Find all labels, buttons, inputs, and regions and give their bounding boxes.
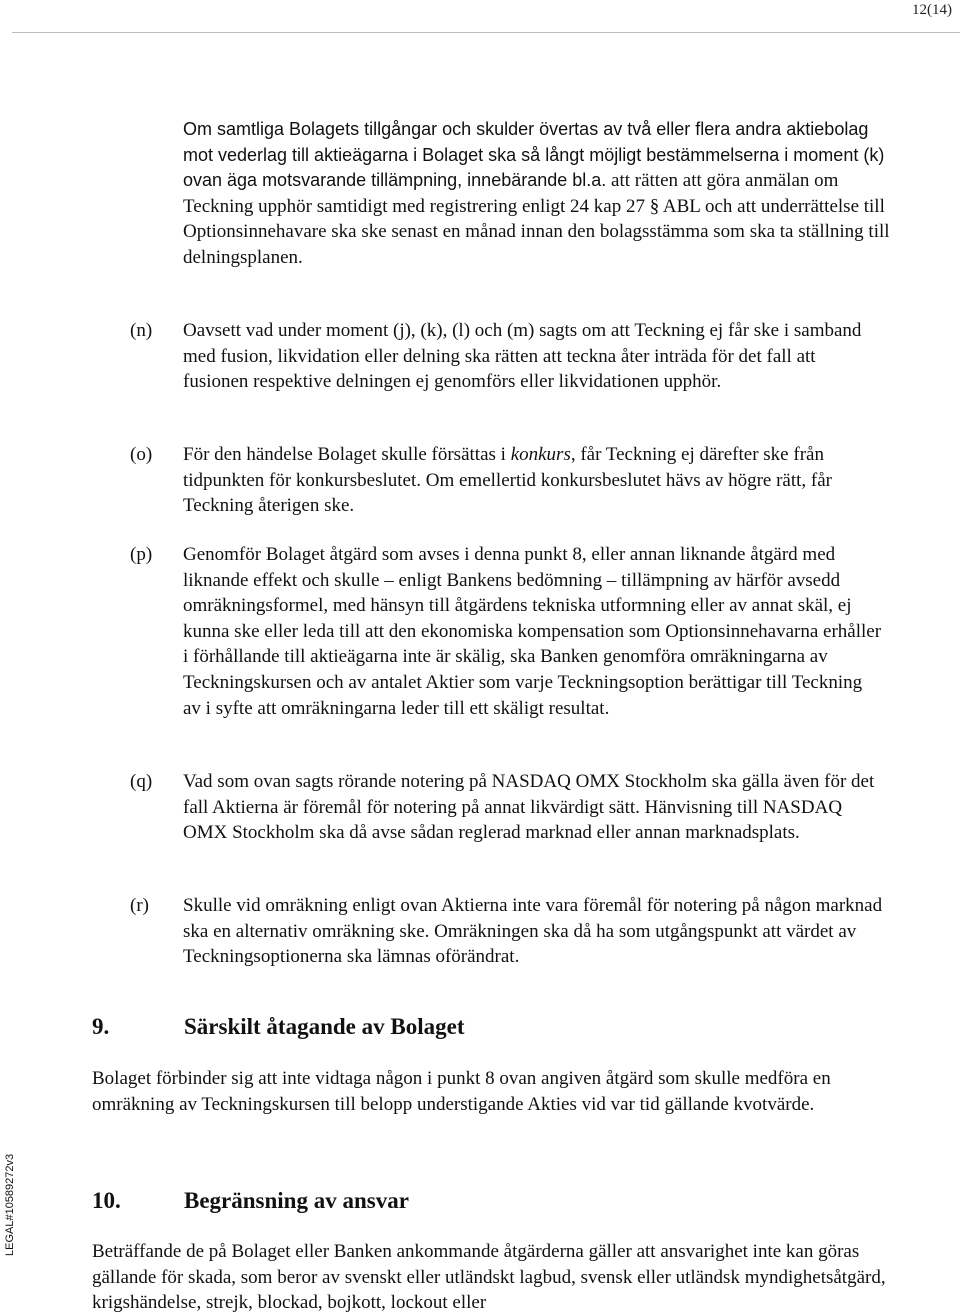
intro-paragraph-serif-part: att rätten att göra anmälan om Teckning upphör samtidigt med registrering enligt 24 kap 27 § ABL och att underrättelse till Optionsinnehavare ska ske senast en månad innan den bolagsstämma som ska ta ställning till delningsplanen. [183,170,890,268]
intro-paragraph-sans-part: Om samtliga Bolagets tillgångar och skulder övertas av två eller flera andra aktiebolag mot vederlag till aktieägarna i Bolaget ska så långt möjligt bestämmelserna i moment (k) ovan äga motsvarande tillämpning, innebärande bl.a. [183,119,885,191]
section-title: Särskilt åtagande av Bolaget [184,1014,465,1039]
list-marker: (p) [130,544,153,565]
list-marker: (q) [130,771,153,792]
section-heading-10 [92,1188,409,1214]
header-rule [12,32,960,33]
list-item-text: Vad som ovan sagts rörande notering på NASDAQ OMX Stockholm ska gälla även för det fall Aktierna är föremål för notering på annat likvärdigt sätt. Hänvisning till NASDAQ OMX Stockholm ska då avse sådan reglerad marknad eller annan marknadsplats. [183,771,875,844]
intro-paragraph [183,117,893,271]
list-item-text-after: , får Teckning ej därefter ske från tidpunkten för konkursbeslutet. Om emellertid konkursbeslutet hävs av högre rätt, får Teckning återigen ske. [183,444,833,517]
list-item-text: Genomför Bolaget åtgärd som avses i denna punkt 8, eller annan liknande åtgärd med liknande effekt och skulle – enligt Bankens bedömning – tillämpning av härför avsedd omräkningsformel, med hänsyn till åtgärdens tekniska utformning eller av annat skäl, ej kunna ske eller leda till att den ekonomiska kompensation som Optionsinnehavarna erhåller i förhållande till aktieägarna inte är skälig, ska Banken genomföra omräkningarna av Teckningskursen och av antalet Aktier som varje Teckningsoption berättigar till Teckning av i syfte att omräkningarna leder till ett skäligt resultat. [183,544,882,719]
list-item-text: Skulle vid omräkning enligt ovan Aktierna inte vara föremål för notering på någon marknad ska en alternativ omräkning ske. Omräkningen ska då ha som utgångspunkt att värdet av Teckningsoptionerna ska lämnas oförändrat. [183,895,883,968]
list-item-text [183,442,883,519]
section-paragraph-10: Beträffande de på Bolaget eller Banken ankommande åtgärderna gäller att ansvarighet inte kan göras gällande för skada, som beror av svenskt eller utländskt lagbud, svensk eller utländsk myndighetsåtgärd, krigshändelse, strejk, blockad, bojkott, lockout eller [92,1241,886,1314]
section-title: Begränsning av ansvar [184,1188,409,1213]
document-id-stamp: LEGAL#10589272v3 [4,1153,16,1256]
section-number: 10. [92,1188,121,1213]
section-number: 9. [92,1014,110,1039]
list-marker: (n) [130,320,153,341]
list-item-text-before: För den händelse Bolaget skulle försättas i [183,444,511,465]
page-number: 12(14) [912,2,952,18]
list-item-text: Oavsett vad under moment (j), (k), (l) och (m) sagts om att Teckning ej får ske i samband med fusion, likvidation eller delning ska rätten att teckna åter inträda för det fall att fusionen respektive delningen ej genomförs eller likvidationen upphör. [183,320,862,393]
section-heading-9 [92,1014,464,1040]
list-marker: (o) [130,444,153,465]
list-marker: (r) [130,895,149,916]
section-paragraph-9: Bolaget förbinder sig att inte vidtaga någon i punkt 8 ovan angiven åtgärd som skulle medföra en omräkning av Teckningskursen till belopp understigande Akties vid var tid gällande kvotvärde. [92,1068,831,1115]
emphasized-term: konkurs [510,444,571,465]
